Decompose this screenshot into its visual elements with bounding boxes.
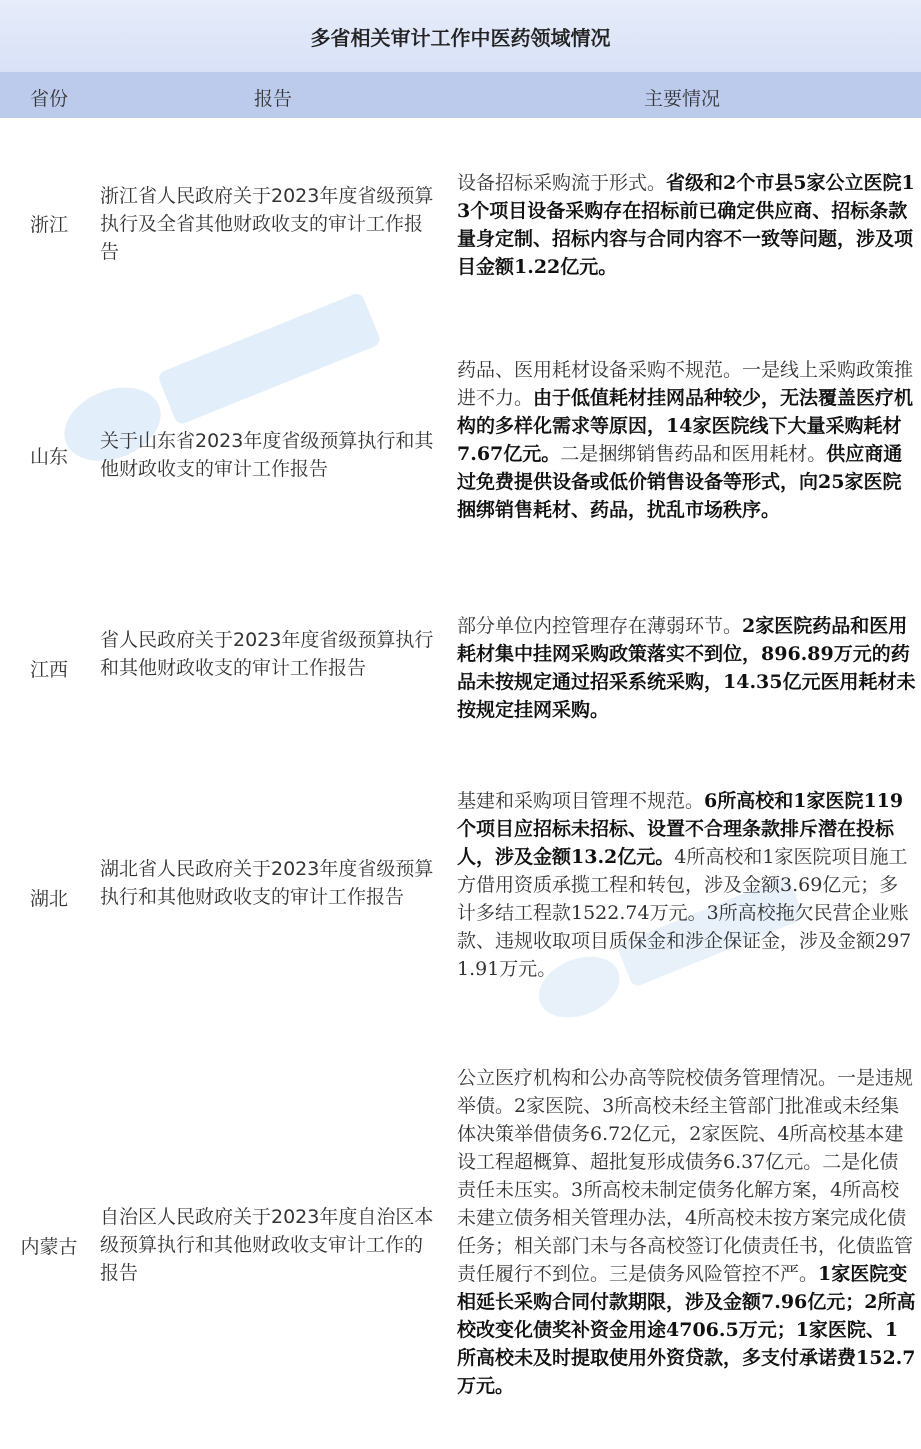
main-text-bold: 由于低值耗材挂网品种较少，无法覆盖医疗机构的多样化需求等原因，14家医院线下大量采购耗材7.67亿元。 [457,387,914,465]
header-main: 主要情况 [644,88,721,110]
main-cell [457,169,917,281]
main-text-bold: 6所高校和1家医院119个项目应招标未招标、设置不合理条款排斥潜在投标人，涉及金额13.2亿元。 [457,790,904,868]
main-text: 公立医疗机构和公办高等院校债务管理情况。一是违规举债。2家医院、3所高校未经主管部门批准或未经集体决策举借债务6.72亿元，2家医院、4所高校基本建设工程超概算、超批复形成债务6.37亿元。二是化债责任未压实。3所高校未制定债务化解方案，4所高校未建立债务相关管理办法，4所高校未按方案完成化债任务；相关部门未与各高校签订化债责任书，化债监管责任履行不到位。三是债务风险管控不严。 [457,1067,914,1285]
province-cell: 江西 [29,659,68,681]
province-cell: 湖北 [29,888,68,910]
table-title: 多省相关审计工作中医药领域情况 [0,0,921,72]
main-text-tail: 4所高校和1家医院项目施工方借用资质承揽工程和转包，涉及金额3.69亿元；多计多结工程款1522.74万元。3所高校拖欠民营企业账款、违规收取项目质保金和涉企保证金，涉及金额2971.91万元。 [457,846,912,980]
table-header [0,72,921,118]
report-cell: 浙江省人民政府关于2023年度省级预算执行及全省其他财政收支的审计工作报告 [100,185,434,263]
main-text-tail: 二是捆绑销售药品和医用耗材。 [560,443,827,465]
report-cell: 省人民政府关于2023年度省级预算执行和其他财政收支的审计工作报告 [100,629,434,679]
main-text: 药品、医用耗材设备采购不规范。一是线上采购政策推进不力。 [457,359,914,409]
header-province: 省份 [30,88,69,110]
header-report: 报告 [254,88,293,110]
main-text-bold: 省级和2个市县5家公立医院13个项目设备采购存在招标前已确定供应商、招标条款量身定制、招标内容与合同内容不一致等问题，涉及项目金额1.22亿元。 [457,172,915,278]
main-cell [457,612,917,724]
report-cell: 关于山东省2023年度省级预算执行和其他财政收支的审计工作报告 [100,430,434,480]
main-cell [457,356,917,524]
province-cell: 浙江 [29,214,68,236]
report-cell: 自治区人民政府关于2023年度自治区本级预算执行和其他财政收支审计工作的报告 [100,1206,434,1284]
main-cell [457,1064,917,1400]
main-cell [457,787,917,983]
main-text: 设备招标采购流于形式。 [457,172,667,194]
main-text-bold: 2家医院药品和医用耗材集中挂网采购政策落实不到位，896.89万元的药品未按规定通过招采系统采购，14.35亿元医用耗材未按规定挂网采购。 [457,615,916,721]
main-text: 基建和采购项目管理不规范。 [457,790,705,812]
main-text: 部分单位内控管理存在薄弱环节。 [457,615,743,637]
report-cell: 湖北省人民政府关于2023年度省级预算执行和其他财政收支的审计工作报告 [100,858,434,908]
province-cell: 山东 [29,446,68,468]
province-cell: 内蒙古 [20,1236,78,1258]
main-text-bold-2: 供应商通过免费提供设备或低价销售设备等形式，向25家医院捆绑销售耗材、药品，扰乱市场秩序。 [457,443,903,521]
main-text-bold: 1家医院变相延长采购合同付款期限，涉及金额7.96亿元；2所高校改变化债奖补资金用途4706.5万元；1家医院、1所高校未及时提取使用外资贷款，多支付承诺费152.7万元。 [457,1263,916,1397]
